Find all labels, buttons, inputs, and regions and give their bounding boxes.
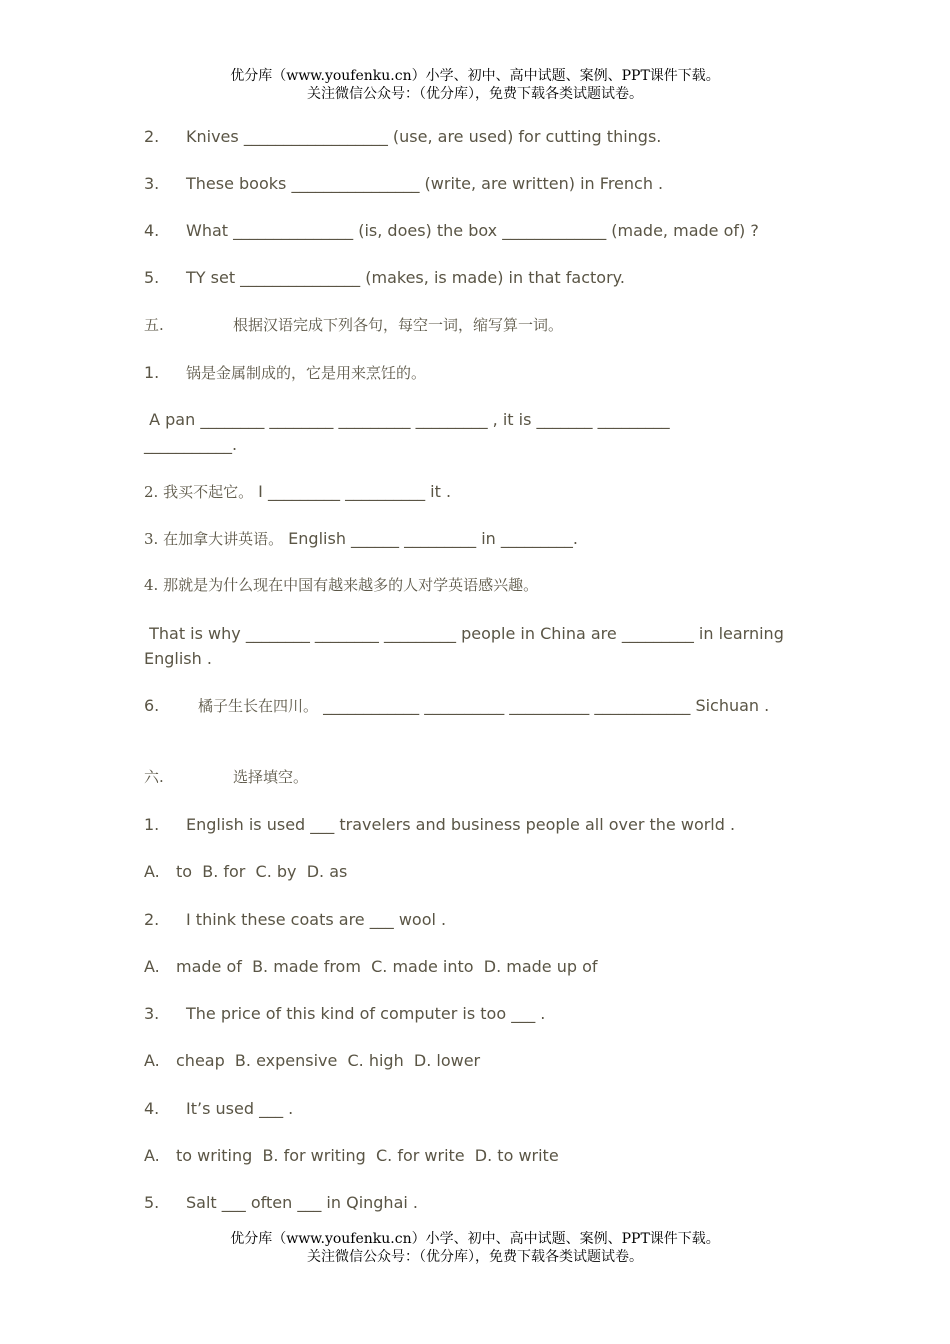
page-header <box>0 67 950 103</box>
s5-question-3: 3. 在加拿大讲英语。 English ______ _________ in _________. <box>144 529 578 548</box>
section-6-title: 六. 选择填空。 <box>144 768 309 786</box>
s5-question-2: 2. 我买不起它。 I _________ __________ it . <box>144 482 452 501</box>
question-text: These books ________________ (write, are written) in French . <box>186 174 664 193</box>
s6-question-1: 1. English is used ___ travelers and business people all over the world . <box>144 815 736 834</box>
s6-question-5: 5. Salt ___ often ___ in Qinghai . <box>144 1193 418 1212</box>
section-5-title: 五. 根据汉语完成下列各句，每空一词，缩写算一词。 <box>144 316 564 334</box>
question-text: TY set _______________ (makes, is made) in that factory. <box>186 268 625 287</box>
question-text: What _______________ (is, does) the box _____________ (made, made of) ? <box>186 221 759 240</box>
s5-question-4-cn: 4. 那就是为什么现在中国有越来越多的人对学英语感兴趣。 <box>144 576 539 594</box>
footer-line-1: 优分库（www.youfenku.cn）小学、初中、高中试题、案例、PPT课件下载。 <box>230 1231 720 1247</box>
question-text: Knives __________________ (use, are used) for cutting things. <box>186 127 662 146</box>
header-line-2: 关注微信公众号：（优分库），免费下载各类试题试卷。 <box>307 86 643 102</box>
s4-question-3: 3. These books ________________ (write, are written) in French . <box>144 174 664 193</box>
s5-question-4-en: That is why ________ ________ _________ people in China are _________ in learning English . <box>144 624 789 668</box>
header-line-1: 优分库（www.youfenku.cn）小学、初中、高中试题、案例、PPT课件下载。 <box>230 68 720 84</box>
footer-line-2: 关注微信公众号：（优分库），免费下载各类试题试卷。 <box>307 1249 643 1265</box>
s5-question-6: 6. 橘子生长在四川。 ____________ __________ __________ ____________ Sichuan . <box>144 696 770 715</box>
s4-question-5: 5. TY set _______________ (makes, is made) in that factory. <box>144 268 625 287</box>
s4-question-4: 4. What _______________ (is, does) the box _____________ (made, made of) ? <box>144 221 759 240</box>
s5-question-1-cn: 1. 锅是金属制成的，它是用来烹饪的。 <box>144 363 427 382</box>
s6-question-2: 2. I think these coats are ___ wool . <box>144 910 447 929</box>
s5-question-1-en: A pan ________ ________ _________ _________ , it is _______ _________ ___________. <box>144 410 675 454</box>
s4-question-2: 2. Knives __________________ (use, are used) for cutting things. <box>144 127 662 146</box>
s6-question-4: 4. It’s used ___ . <box>144 1099 294 1118</box>
page-footer <box>0 1230 950 1266</box>
s6-options-3: A. cheap B. expensive C. high D. lower <box>144 1051 481 1070</box>
s6-options-1: A. to B. for C. by D. as <box>144 862 348 881</box>
s6-options-2: A. made of B. made from C. made into D. made up of <box>144 957 598 976</box>
s6-question-3: 3. The price of this kind of computer is too ___ . <box>144 1004 546 1023</box>
s6-options-4: A. to writing B. for writing C. for write D. to write <box>144 1146 559 1165</box>
